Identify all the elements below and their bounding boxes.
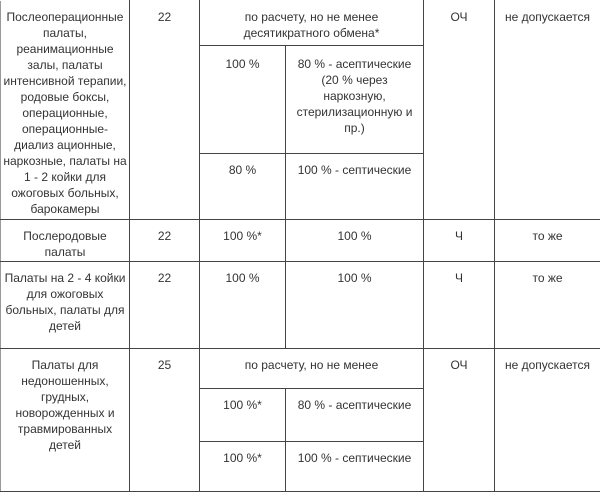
supply-cell: 100 %*	[200, 441, 286, 491]
cleanliness-class-cell: Ч	[424, 262, 495, 349]
room-name-cell: Палаты на 2 - 4 койки для ожоговых больных, палаты для детей	[1, 262, 130, 349]
room-name-cell: Послеоперационные палаты, реанимационные залы, палаты интенсивной терапии, родовые боксы, операционные, операционные-диализ ационные, наркозные, палаты на 1 - 2 койки для ожоговых больных, барокамеры	[1, 1, 130, 220]
table-row	[1, 262, 600, 349]
temperature-cell: 22	[130, 262, 200, 349]
temperature-cell: 22	[130, 1, 200, 220]
table-row	[1, 348, 600, 388]
air-exchange-cell: по расчету, но не менее	[200, 348, 424, 388]
cleanliness-class-cell: ОЧ	[424, 1, 495, 220]
table-row	[1, 219, 600, 261]
exhaust-cell: 100 % - септические	[286, 441, 424, 491]
cleanliness-class-cell: ОЧ	[424, 348, 495, 491]
supply-cell: 80 %	[200, 154, 286, 219]
exhaust-cell: 100 % - септические	[286, 154, 424, 219]
recirculation-cell: не допускается	[495, 348, 600, 491]
exhaust-cell: 100 %	[286, 219, 424, 261]
temperature-cell: 22	[130, 219, 200, 261]
recirculation-cell: то же	[495, 219, 600, 261]
supply-cell: 100 %*	[200, 389, 286, 441]
temperature-cell: 25	[130, 348, 200, 491]
recirculation-cell: не допускается	[495, 1, 600, 220]
supply-cell: 100 %*	[200, 219, 286, 261]
cleanliness-class-cell: Ч	[424, 219, 495, 261]
air-exchange-cell: по расчету, но не менее десятикратного обмена*	[200, 1, 424, 46]
room-name-cell: Палаты для недоношенных, грудных, новорожденных и травмированных детей	[1, 348, 130, 491]
exhaust-cell: 80 % - асептические	[286, 389, 424, 441]
exhaust-cell: 100 %	[286, 262, 424, 349]
recirculation-cell: то же	[495, 262, 600, 349]
table-row	[1, 1, 600, 46]
exhaust-cell: 80 % - асептические (20 % через наркозную, стерилизационную и пр.)	[286, 45, 424, 154]
supply-cell: 100 %	[200, 262, 286, 349]
supply-cell: 100 %	[200, 45, 286, 154]
room-name-cell: Послеродовые палаты	[1, 219, 130, 261]
